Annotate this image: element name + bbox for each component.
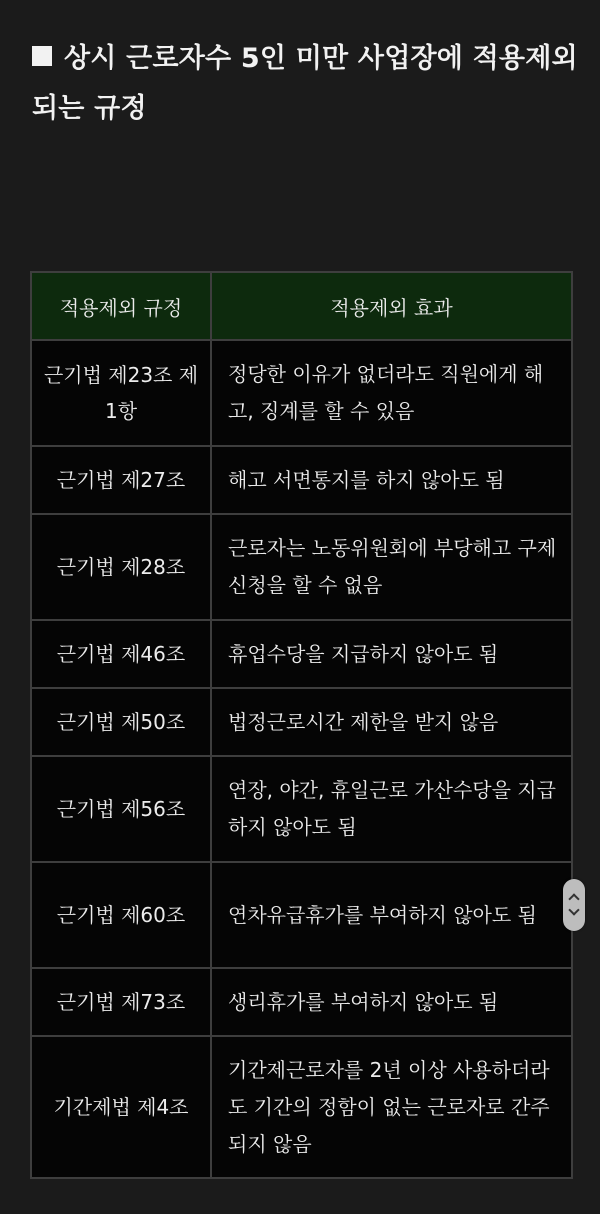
table-header-row (31, 272, 572, 340)
table-row (31, 968, 572, 1036)
scroll-handle-icon[interactable] (563, 879, 585, 931)
table-row (31, 862, 572, 968)
law-cell: 근기법 제46조 (31, 620, 211, 688)
chevron-down-icon (568, 904, 579, 915)
column-header-rule: 적용제외 규정 (31, 272, 211, 340)
table-row (31, 756, 572, 862)
effect-cell: 연장, 야간, 휴일근로 가산수당을 지급하지 않아도 됨 (211, 756, 572, 862)
effect-cell: 법정근로시간 제한을 받지 않음 (211, 688, 572, 756)
exemption-table (30, 271, 573, 1179)
heading-text: 상시 근로자수 5인 미만 사업장에 적용제외 되는 규정 (32, 43, 578, 124)
table-row (31, 620, 572, 688)
effect-cell: 생리휴가를 부여하지 않아도 됨 (211, 968, 572, 1036)
law-cell: 기간제법 제4조 (31, 1036, 211, 1178)
chevron-up-icon (568, 893, 579, 904)
effect-cell: 기간제근로자를 2년 이상 사용하더라도 기간의 정함이 없는 근로자로 간주되지 않음 (211, 1036, 572, 1178)
effect-cell: 정당한 이유가 없더라도 직원에게 해고, 징계를 할 수 있음 (211, 340, 572, 446)
law-cell: 근기법 제56조 (31, 756, 211, 862)
effect-cell: 근로자는 노동위원회에 부당해고 구제신청을 할 수 없음 (211, 514, 572, 620)
law-cell: 근기법 제23조 제1항 (31, 340, 211, 446)
section-heading (32, 34, 580, 134)
law-cell: 근기법 제27조 (31, 446, 211, 514)
table-row (31, 688, 572, 756)
law-cell: 근기법 제60조 (31, 862, 211, 968)
bullet-square-icon (32, 46, 52, 66)
law-cell: 근기법 제73조 (31, 968, 211, 1036)
table-row (31, 340, 572, 446)
effect-cell: 휴업수당을 지급하지 않아도 됨 (211, 620, 572, 688)
column-header-effect: 적용제외 효과 (211, 272, 572, 340)
table-row (31, 446, 572, 514)
effect-cell: 연차유급휴가를 부여하지 않아도 됨 (211, 862, 572, 968)
table-row (31, 514, 572, 620)
effect-cell: 해고 서면통지를 하지 않아도 됨 (211, 446, 572, 514)
law-cell: 근기법 제28조 (31, 514, 211, 620)
law-cell: 근기법 제50조 (31, 688, 211, 756)
table-row (31, 1036, 572, 1178)
